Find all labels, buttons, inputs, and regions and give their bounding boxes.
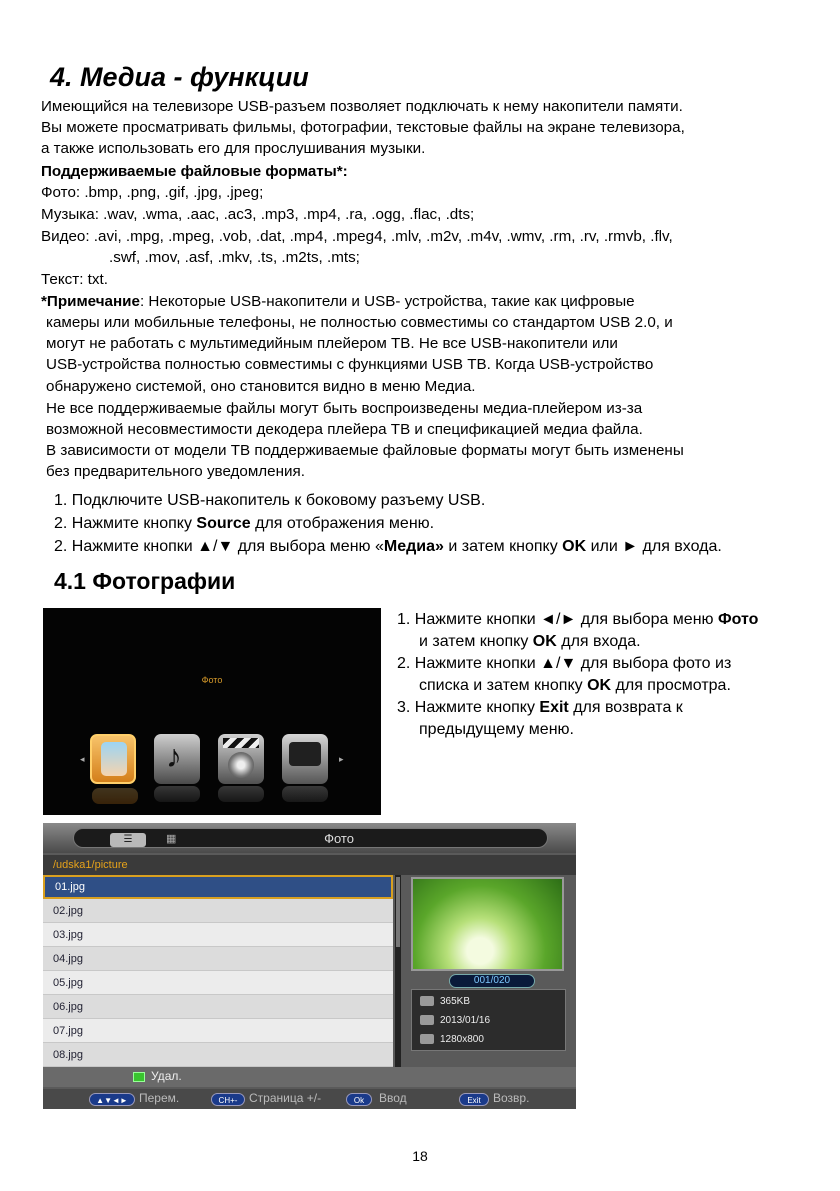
date-icon [420,1015,434,1025]
photo-counter: 001/020 [449,974,535,988]
photo-info-panel [411,989,566,1051]
green-key-icon [133,1072,145,1082]
ch-key: CH+- [211,1093,245,1106]
note-label: *Примечание [41,293,140,310]
music-icon[interactable]: ♪ [154,734,200,784]
page-label: Страница +/- [249,1091,322,1105]
note-line: без предварительного уведомления. [46,463,305,480]
title-pill [73,828,548,848]
formats-photo: Фото: .bmp, .png, .gif, .jpg, .jpeg; [41,184,264,201]
note-line: камеры или мобильные телефоны, не полностью совместимы со стандартом USB 2.0, и [46,314,673,331]
note-line: обнаружено системой, оно становится видно в меню Медиа. [46,378,476,395]
photo-icon[interactable] [90,734,136,784]
resolution-icon [420,1034,434,1044]
media-menu-screenshot [43,608,381,815]
move-label: Перем. [139,1091,180,1105]
formats-music: Музыка: .wav, .wma, .aac, .ac3, .mp3, .mp4, .ra, .ogg, .flac, .dts; [41,206,475,223]
file-item[interactable]: 07.jpg [43,1019,393,1043]
page-title: 4. Медиа - функции [50,62,309,92]
step-3: 2. Нажмите кнопки ▲/▼ для выбора меню «Медиа» и затем кнопку OK или ► для входа. [54,538,722,555]
intro-line: Имеющийся на телевизоре USB-разъем позволяет подключать к нему накопители памяти. [41,98,683,115]
file-item[interactable]: 08.jpg [43,1043,393,1067]
list-view-icon[interactable]: ☰ [110,833,146,847]
file-size: 365KB [420,993,470,1011]
file-item[interactable]: 01.jpg [43,875,393,899]
page-number: 18 [412,1148,428,1164]
right-arrow-icon[interactable]: ▸ [339,754,344,764]
exit-label: Возвр. [493,1091,530,1105]
file-item[interactable]: 03.jpg [43,923,393,947]
file-item[interactable]: 06.jpg [43,995,393,1019]
text-tv-icon[interactable] [282,734,328,784]
browser-topbar [43,823,576,853]
file-item[interactable]: 02.jpg [43,899,393,923]
left-arrow-icon[interactable]: ◂ [80,754,85,764]
instruction-3: 3. Нажмите кнопку Exit для возврата к [397,699,683,716]
file-item[interactable]: 05.jpg [43,971,393,995]
formats-video: Видео: .avi, .mpg, .mpeg, .vob, .dat, .mp4, .mpeg4, .mlv, .m2v, .m4v, .wmv, .rm, .rv, .rmvb, .flv, [41,228,673,245]
photo-preview [411,877,564,971]
movie-icon[interactable] [218,734,264,784]
exit-key: Exit [459,1093,489,1106]
file-list [43,875,393,1067]
file-resolution: 1280x800 [420,1031,484,1049]
file-date: 2013/01/16 [420,1012,490,1030]
instruction-1-cont: и затем кнопку OK для входа. [419,633,641,650]
media-menu-label: Фото [201,675,223,685]
step-2: 2. Нажмите кнопку Source для отображения меню. [54,515,435,532]
instruction-1: 1. Нажмите кнопки ◄/► для выбора меню Фото [397,611,759,628]
list-scrollbar[interactable] [395,875,401,1067]
instruction-2: 2. Нажмите кнопки ▲/▼ для выбора фото из [397,655,732,672]
intro-line: Вы можете просматривать фильмы, фотографии, текстовые файлы на экране телевизора, [41,119,685,136]
formats-video-cont: .swf, .mov, .asf, .mkv, .ts, .m2ts, .mts; [109,249,360,266]
note-line: могут не работать с мультимедийным плейером ТВ. Не все USB-накопители или [46,335,618,352]
instruction-2-cont: списка и затем кнопку OK для просмотра. [419,677,731,694]
ok-key: Ok [346,1093,372,1106]
instruction-3-cont: предыдущему меню. [419,721,574,738]
delete-label[interactable]: Удал. [151,1069,182,1083]
note-line: Не все поддерживаемые файлы могут быть воспроизведены медиа-плейером из-за [46,400,643,417]
folder-path: /udska1/picture [43,855,576,875]
note-line: USB-устройства полностью совместимы с функциями USB ТВ. Когда USB-устройство [46,356,654,373]
formats-heading: Поддерживаемые файловые форматы*: [41,163,348,180]
grid-view-icon[interactable]: ▦ [166,833,177,845]
arrows-key: ▲▼◄► [89,1093,135,1106]
section-title: 4.1 Фотографии [54,568,236,594]
ok-label: Ввод [379,1091,407,1105]
key-hint-bar [43,1089,576,1109]
note-line-1: *Примечание: Некоторые USB-накопители и USB- устройства, такие как цифровые [41,293,635,310]
intro-line: а также использовать его для прослушивания музыки. [41,140,426,157]
formats-text: Текст: txt. [41,271,108,288]
file-item[interactable]: 04.jpg [43,947,393,971]
delete-bar [43,1067,576,1087]
note-line: В зависимости от модели ТВ поддерживаемые файловые форматы могут быть изменены [46,442,684,459]
size-icon [420,996,434,1006]
note-line: возможной несовместимости декодера плейера ТВ и спецификацией медиа файла. [46,421,643,438]
step-1: 1. Подключите USB-накопитель к боковому разъему USB. [54,492,486,509]
browser-title: Фото [324,831,354,846]
file-browser-screenshot [43,823,576,1109]
